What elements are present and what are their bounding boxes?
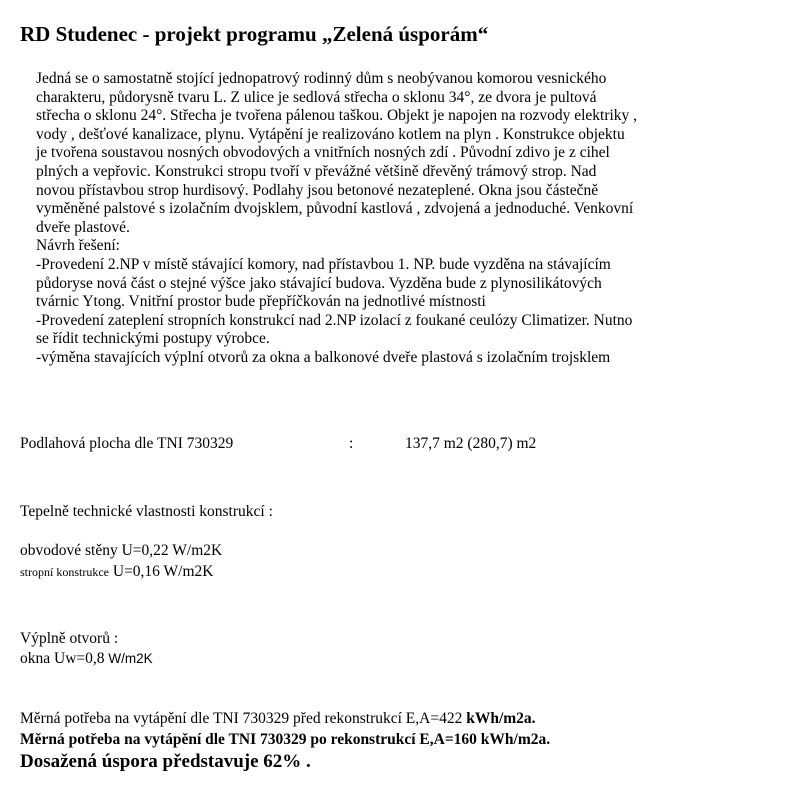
proposal-line: -Provedení zateplení stropních konstrukcí nad 2.NP izolací z foukané ceulózy Climatizer. Nutno [36, 311, 633, 329]
description-line: je tvořena soustavou nosných obvodových a vnitřních nosných zdí . Původní zdivo je z cihel [36, 144, 610, 162]
description-line: vyměněné palstové s izolačním dvojsklem, původní kastlová , zdvojená a jednoduché. Venkovní [36, 200, 634, 218]
walls-value: U=0,22 W/m2K [121, 542, 223, 559]
description-line: novou přístavbou strop hurdisový. Podlahy jsou betonové nezateplené. Okna jsou částečně [36, 181, 599, 199]
page-title: RD Studenec - projekt programu „Zelená úsporám“ [20, 22, 489, 46]
energy-before-row [20, 710, 536, 728]
floor-area-colon: : [349, 435, 354, 452]
proposal-line: -Provedení 2.NP v místě stávající komory, nad přístavbou 1. NP. bude vyzděna na stávajícím [36, 255, 611, 273]
ceiling-value: U=0,16 W/m2K [112, 563, 214, 580]
windows-value: okna Uw=0,8 [20, 650, 105, 667]
floor-area-label: Podlahová plocha dle TNI 730329 [20, 435, 234, 452]
description-line: dveře plastové. [36, 218, 130, 236]
windows-unit: W/m2K [108, 651, 153, 666]
openings-heading: Výplně otvorů : [20, 630, 119, 647]
proposal-line: -výměna stavajících výplní otvorů za okna a balkonové dveře plastová s izolačním trojsklem [36, 348, 611, 366]
proposal-line: se řídit technickými postupy výrobce. [36, 330, 270, 348]
description-line: charakteru, půdorysně tvaru L. Z ulice je sedlová střecha o sklonu 34°, ze dvora je pultová [36, 88, 597, 106]
energy-before-unit: kWh/m2a. [466, 710, 536, 727]
ceiling-label: stropní konstrukce [20, 565, 109, 579]
thermal-heading: Tepelně technické vlastnosti konstrukcí : [20, 503, 273, 520]
energy-before-text: Měrná potřeba na vytápění dle TNI 730329 před rekonstrukcí E,A=422 [20, 710, 463, 727]
energy-after: Měrná potřeba na vytápění dle TNI 730329 po rekonstrukcí E,A=160 kWh/m2a. [20, 731, 551, 748]
walls-label: obvodové stěny [20, 542, 118, 559]
description-line: střecha o sklonu 24°. Střecha je tvořena pálenou taškou. Objekt je napojen na rozvody elektriky , [36, 107, 638, 125]
description-line: vody , dešťové kanalizace, plynu. Vytápění je realizováno kotlem na plyn . Konstrukce objektu [36, 125, 625, 143]
description-line: Jedná se o samostatně stojící jednopatrový rodinný dům s neobývanou komorou vesnického [36, 70, 607, 87]
windows-row [20, 650, 153, 668]
description-line: plných a vepřovic. Konstrukci stropu tvoří v převážné většině dřevěný trámový strop. Nad [36, 162, 597, 180]
proposal-heading: Návrh řešení: [36, 237, 120, 255]
proposal-line: tvárnic Ytong. Vnitřní prostor bude přepříčkován na jednotlivé místnosti [36, 293, 486, 311]
savings-summary: Dosažená úspora představuje 62% . [20, 751, 311, 772]
description-block [36, 70, 776, 368]
ceiling-row [20, 563, 213, 581]
floor-area-value: 137,7 m2 (280,7) m2 [405, 435, 537, 452]
walls-row [20, 542, 222, 560]
proposal-line: půdoryse nová část o stejné výšce jako stávající budova. Vyzděna bude z plynosilikátových [36, 274, 602, 292]
